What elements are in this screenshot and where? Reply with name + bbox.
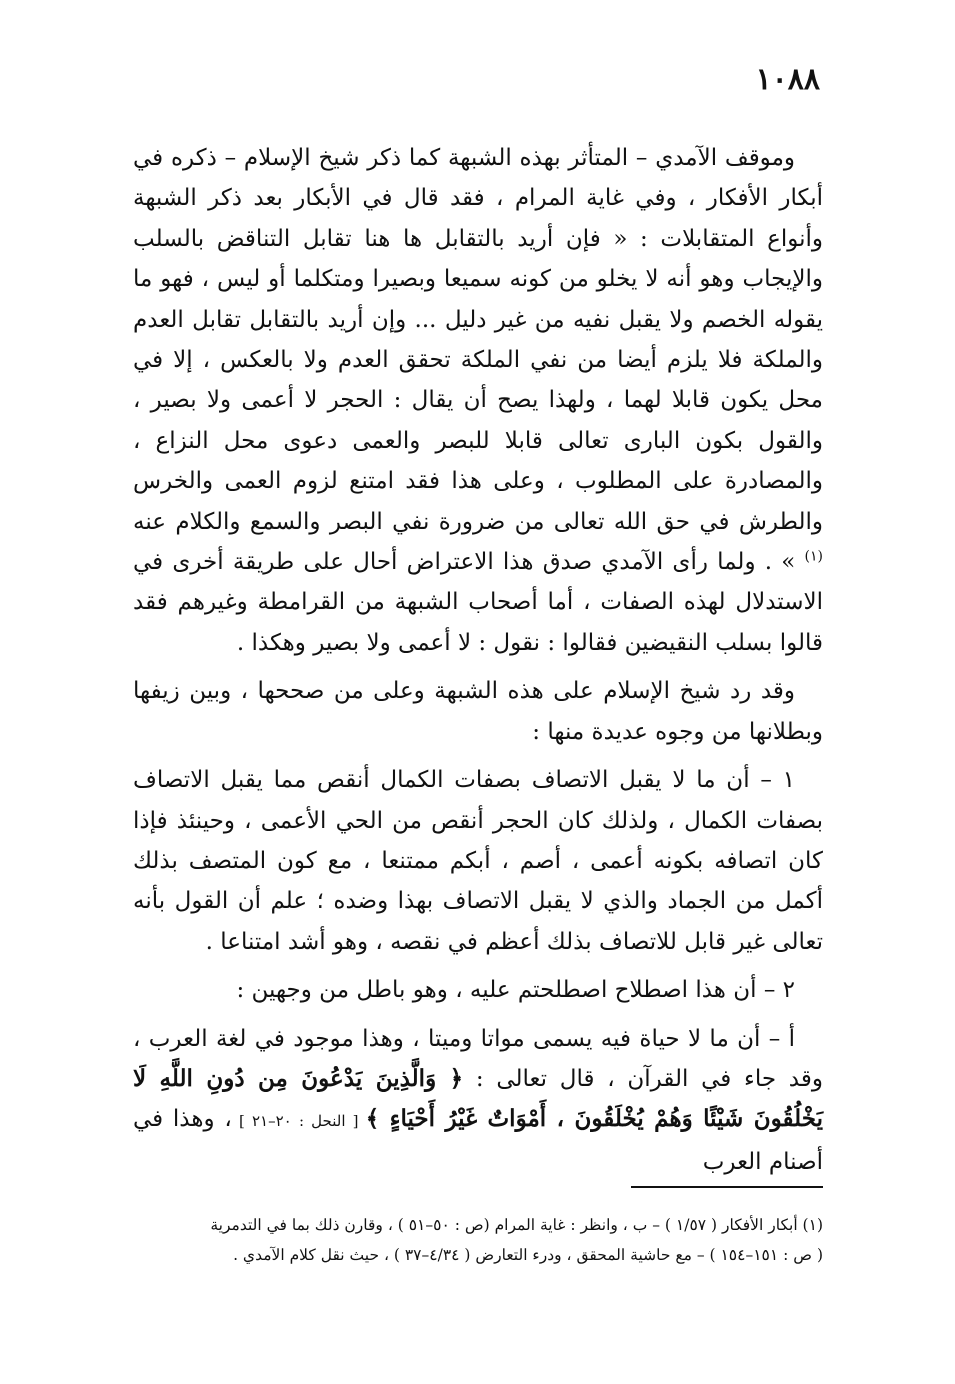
- footnote-line: (١) أبكار الأفكار ( ١/٥٧ ) – ب ، وانظر : غاية المرام (ص : ٥٠–٥١ ) ، وقارن ذلك بما في التدمرية: [210, 1216, 823, 1234]
- paragraph-text: » . ولما رأى الآمدي صدق هذا الاعتراض أحال على طريقة أخرى في الاستدلال لهذه الصفات ، أما أصحاب الشبهة من القرامطة وغيرهم فقد قالوا بسلب النقيضين فقالوا : نقول : لا أعمى ولا بصير وهكذا .: [133, 549, 823, 656]
- paragraph-point-two-a: [133, 1019, 823, 1183]
- verse-reference: [ النحل : ٢٠–٢١ ]: [231, 1112, 366, 1131]
- footnote-separator: [631, 1186, 823, 1188]
- footnote-line: ( ص : ١٥١–١٥٤ ) – مع حاشية المحقق ، ودرء التعارض ( ٤/٣٤–٣٧ ) ، حيث نقل كلام الآمدي .: [233, 1246, 823, 1264]
- paragraph-text: أ – أن ما لا حياة فيه يسمى مواتا وميتا ، وهذا موجود في لغة العرب ، وقد جاء في القرآن ، قال تعالى :: [133, 1025, 823, 1092]
- quran-verse: ﴿ وَالَّذِينَ يَدْعُونَ مِن دُونِ اللَّهِ لَا يَخْلُقُونَ شَيْئًا وَهُمْ يُخْلَقُونَ ، أَمْوَاتٌ غَيْرُ أَحْيَاءٍ ﴾: [133, 1064, 823, 1133]
- paragraph-text: ، وهذا في أصنام العرب: [133, 1106, 823, 1175]
- paragraph-point-two: ٢ – أن هذا اصطلاح اصطلحتم عليه ، وهو باطل من وجهين :: [236, 977, 795, 1004]
- footnotes: [133, 1210, 823, 1270]
- paragraph-refutation-intro: وقد رد شيخ الإسلام على هذه الشبهة وعلى من صححها ، وبين زيفها وبطلانها من وجوه عديدة منها :: [133, 678, 823, 745]
- paragraph-point-one: ١ – أن ما لا يقبل الاتصاف بصفات الكمال أنقص مما يقبل الاتصاف بصفات الكمال ، ولذلك كان الحجر أنقص من الحي الأعمى ، وحينئذ فإذا كان اتصافه بكونه أعمى ، أصم ، أبكم ممتنعا ، مع كون المتصف بذلك أكمل من الجماد والذي لا يقبل الاتصاف بهذا وضده ؛ علم أن القول بأنه تعالى غير قابل للاتصاف بذلك أعظم في نقصه ، وهو أشد امتناعا .: [133, 767, 823, 955]
- paragraph-amidi-position: [133, 138, 823, 663]
- page-number: ١٠٨٨: [755, 62, 820, 97]
- paragraph-text: وموقف الآمدي – المتأثر بهذه الشبهة كما ذكر شيخ الإسلام – ذكره في أبكار الأفكار ، وفي غاية المرام ، فقد قال في الأبكار بعد ذكر الشبهة وأنواع المتقابلات : « فإن أريد بالتقابل ها هنا تقابل التناقض بالسلب والإيجاب وهو أنه لا يخلو من كونه سميعا وبصيرا ومتكلما أو ليس ، فهو ما يقوله الخصم ولا يقبل نفيه من غير دليل ... وإن أريد بالتقابل تقابل العدم والملكة فلا يلزم أيضا من نفي الملكة تحقق العدم ولا بالعكس ، إلا في محل يكون قابلا لهما ، ولهذا يصح أن يقال : الحجر لا أعمى ولا بصير ، والقول بكون البارى تعالى قابلا للبصر والعمى دعوى محل النزاع ، والمصادرة على المطلوب ، وعلى هذا فقد امتنع لزوم العمى والخرس والطرش في حق الله تعالى من ضرورة نفي البصر والسمع والكلام عنه: [133, 145, 823, 535]
- main-text: [133, 138, 823, 1190]
- footnote-marker[interactable]: (١): [804, 548, 824, 565]
